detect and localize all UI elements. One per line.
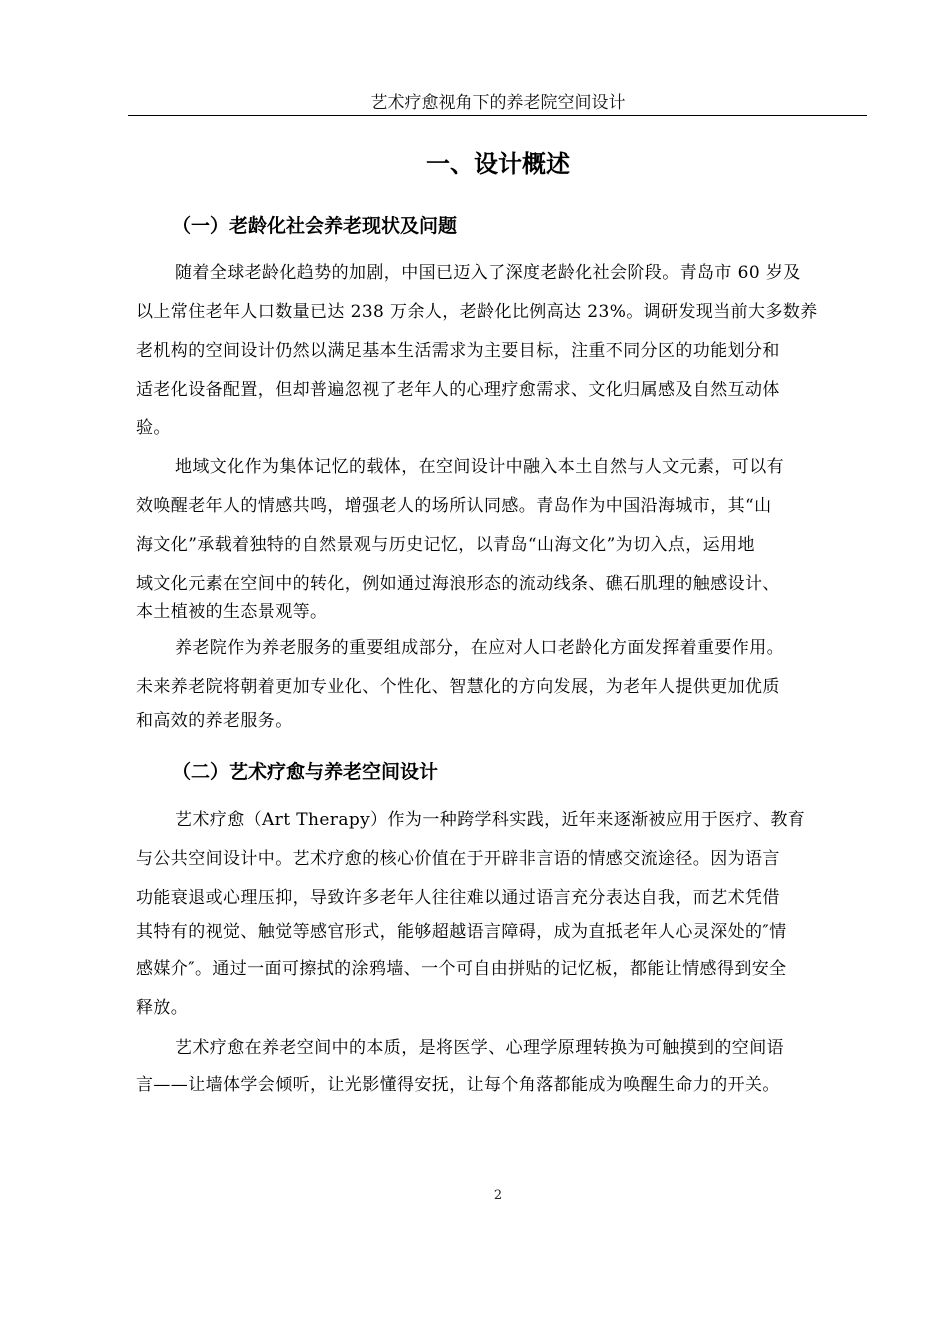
paragraph-line: 随着全球老龄化趋势的加剧，中国已迈入了深度老龄化社会阶段。青岛市 60 岁及 bbox=[175, 263, 801, 283]
paragraph-line: 海文化”承载着独特的自然景观与历史记忆，以青岛“山海文化”为切入点，运用地 bbox=[136, 535, 755, 555]
paragraph-line: 艺术疗愈（Art Therapy）作为一种跨学科实践，近年来逐渐被应用于医疗、教育 bbox=[175, 810, 806, 830]
paragraph-line: 适老化设备配置，但却普遍忽视了老年人的心理疗愈需求、文化归属感及自然互动体 bbox=[136, 380, 780, 400]
paragraph-line: 言——让墙体学会倾听，让光影懂得安抚，让每个角落都能成为唤醒生命力的开关。 bbox=[136, 1075, 780, 1095]
paragraph-line: 其特有的视觉、触觉等感官形式，能够超越语言障碍，成为直抵老年人心灵深处的″情 bbox=[136, 922, 787, 942]
paragraph-line: 与公共空间设计中。艺术疗愈的核心价值在于开辟非言语的情感交流途径。因为语言 bbox=[136, 849, 780, 869]
paragraph-line: 释放。 bbox=[136, 998, 189, 1018]
paragraph-line: 养老院作为养老服务的重要组成部分，在应对人口老龄化方面发挥着重要作用。 bbox=[175, 638, 784, 658]
running-header-title: 艺术疗愈视角下的养老院空间设计 bbox=[370, 93, 626, 113]
paragraph-line: 域文化元素在空间中的转化，例如通过海浪形态的流动线条、礁石肌理的触感设计、 bbox=[136, 574, 780, 594]
header-divider bbox=[128, 115, 867, 116]
paragraph-line: 艺术疗愈在养老空间中的本质，是将医学、心理学原理转换为可触摸到的空间语 bbox=[175, 1038, 784, 1058]
paragraph-line: 功能衰退或心理压抑，导致许多老年人往往难以通过语言充分表达自我，而艺术凭借 bbox=[136, 888, 780, 908]
paragraph-line: 效唤醒老年人的情感共鸣，增强老人的场所认同感。青岛作为中国沿海城市，其“山 bbox=[136, 496, 772, 516]
chapter-title: 一、设计概述 bbox=[426, 150, 570, 178]
paragraph-line: 老机构的空间设计仍然以满足基本生活需求为主要目标，注重不同分区的功能划分和 bbox=[136, 341, 780, 361]
paragraph-line: 感媒介″。通过一面可擦拭的涂鸦墙、一个可自由拼贴的记忆板，都能让情感得到安全 bbox=[136, 959, 787, 979]
paragraph-line: 验。 bbox=[136, 418, 171, 438]
paragraph-line: 和高效的养老服务。 bbox=[136, 711, 293, 731]
paragraph-line: 以上常住老年人口数量已达 238 万余人，老龄化比例高达 23%。调研发现当前大多数养 bbox=[136, 302, 818, 322]
paragraph-line: 未来养老院将朝着更加专业化、个性化、智慧化的方向发展，为老年人提供更加优质 bbox=[136, 677, 780, 697]
section-heading-2: （二）艺术疗愈与养老空间设计 bbox=[172, 761, 439, 783]
paragraph-line: 地域文化作为集体记忆的载体，在空间设计中融入本土自然与人文元素，可以有 bbox=[175, 457, 784, 477]
paragraph-line: 本土植被的生态景观等。 bbox=[136, 602, 328, 622]
section-heading-1: （一）老龄化社会养老现状及问题 bbox=[172, 215, 458, 237]
page-number: 2 bbox=[493, 1188, 503, 1203]
